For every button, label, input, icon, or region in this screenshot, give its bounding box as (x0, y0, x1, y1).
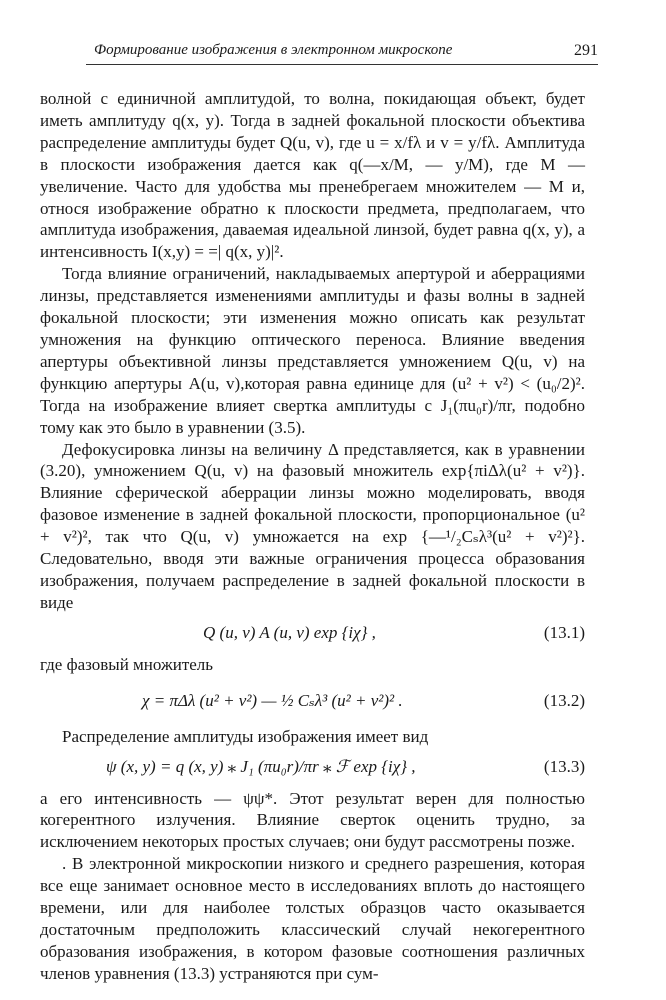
page-number: 291 (574, 42, 598, 59)
equation-expression: Q (u, v) A (u, v) exp {iχ} , (203, 622, 376, 642)
paragraph-3: Дефокусировка линзы на величину Δ представляется, как в уравнении (3.20), умножением Q(u, v) на фазовый множитель exp{πiΔλ(u² + v²)}. Влияние сферической аберрации линзы можно моделировать, вводя фазовое изменение в задней фокальной плоскости, пропорциональное (u² + v²)², так что Q(u, v) умножается на exp {—¹/₂Cₛλ³(u² + v²)²}. Следовательно, вводя эти важные ограничения процесса образования изображения, получаем распределение в задней фокальной плоскости в виде (40, 439, 585, 612)
equation-expression: ψ (x, y) = q (x, y) ⁎ J₁ (πu₀r)/πr ⁎ ℱ exp {iχ} , (106, 756, 416, 776)
paragraph-2: Тогда влияние ограничений, накладываемых апертурой и аберрациями линзы, представляется изменениями амплитуды и фазы волны в задней фокальной плоскости; эти изменения можно описать как результат умножения на функцию оптического переноса. Влияние введения апертуры объективной линзы представляется умножением Q(u, v) на функцию апертуры A(u, v),которая равна единице для (u² + v²) < (u₀/2)². Тогда на изображение влияет свертка амплитуды с J₁(πu₀r)/πr, подобно тому как это было в уравнении (3.5). (40, 264, 585, 437)
paragraph-6: а его интенсивность — ψψ*. Этот результат верен для полностью когерентного излучения. Влияние сверток оценить трудно, за исключением некоторых простых случаев; они будут рассмотрены позже. (40, 788, 585, 852)
equation-13-2 (40, 676, 585, 726)
running-title: Формирование изображения в электронном микроскопе (94, 42, 453, 58)
running-header (86, 42, 598, 62)
equation-number: (13.3) (543, 756, 585, 776)
paragraph-5: Распределение амплитуды изображения имеет вид (62, 726, 429, 746)
paragraph-7: . В электронной микроскопии низкого и среднего разрешения, которая все еще занимает основное место в исследованиях вплоть до настоящего времени, или для наиболее толстых образцов часто оказывается достаточным предположить классический случай некогерентного образования изображения, в котором фазовые соотношения различных членов уравнения (13.3) устраняются при сум- (40, 854, 585, 983)
paragraph-4: где фазовый множитель (40, 654, 214, 674)
paragraph-1: волной с единичной амплитудой, то волна, покидающая объект, будет иметь амплитуду q(x, y). Тогда в задней фокальной плоскости объектива распределение амплитуды будет Q(u, v), где u = x/fλ и v = y/fλ. Амплитуда в плоскости изображения дается как q(—x/M, — y/M), где M — увеличение. Часто для удобства мы пренебрегаем множителем — M и, относя изображение обратно к плоскости предмета, предполагаем, что амплитуда изображения, даваемая идеальной линзой, будет равна q(x, y), а интенсивность I(x,y) = =| q(x, y)|². (40, 89, 585, 262)
equation-number: (13.2) (543, 690, 585, 710)
equation-number: (13.1) (543, 622, 585, 642)
equation-13-3 (40, 748, 585, 788)
page-body (40, 88, 585, 985)
equation-expression: χ = πΔλ (u² + v²) — ½ Cₛλ³ (u² + v²)² . (142, 690, 403, 710)
equation-13-1 (40, 614, 585, 654)
header-rule (86, 64, 598, 65)
